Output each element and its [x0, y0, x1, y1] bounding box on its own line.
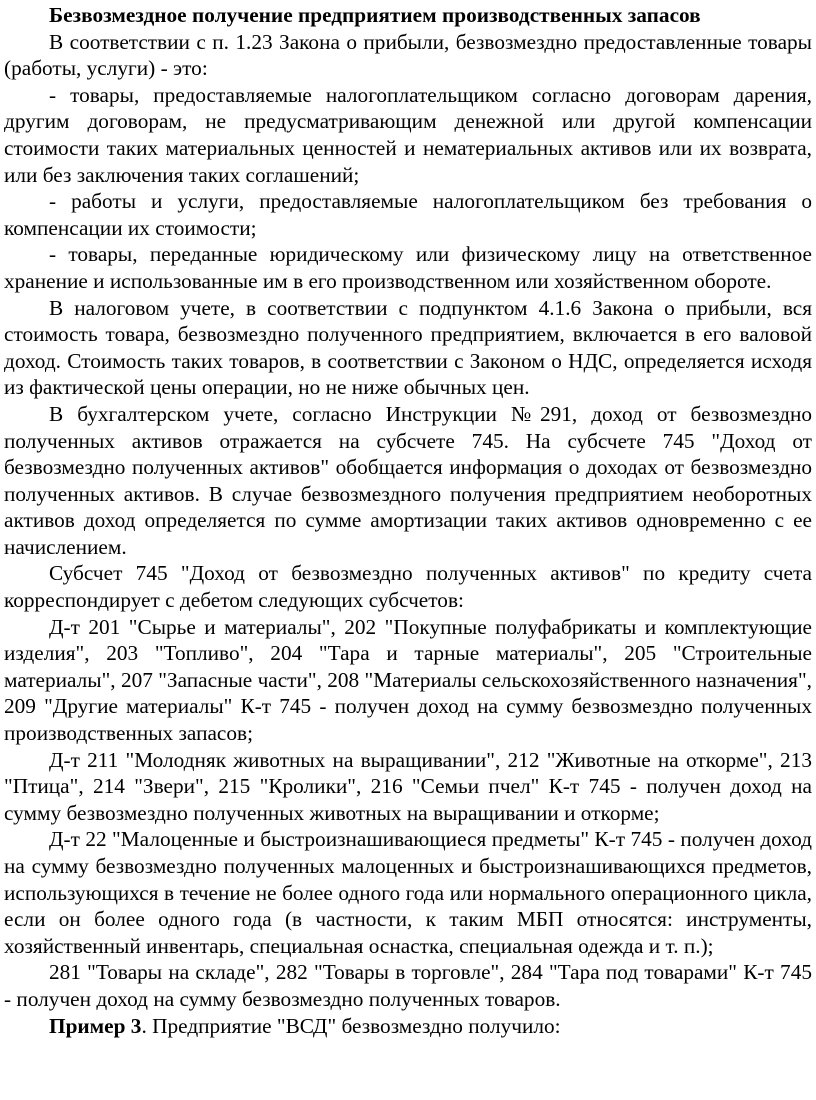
paragraph-entry-goods: 281 "Товары на складе", 282 "Товары в торговле", 284 "Тара под товарами" К-т 745 - получен доход на сумму безвозмездно полученных товаров.	[4, 960, 812, 1011]
paragraph-works-services: - работы и услуги, предоставляемые налогоплательщиком без требования о компенсации их стоимости;	[4, 189, 812, 240]
paragraph-goods-storage: - товары, переданные юридическому или физическому лицу на ответственное хранение и использованные им в его производственном или хозяйственном обороте.	[4, 242, 812, 293]
example-text: . Предприятие "ВСД" безвозмездно получило:	[141, 1013, 561, 1038]
paragraph-entry-animals: Д-т 211 "Молодняк животных на выращивании", 212 "Животные на откорме", 213 "Птица", 214 "Звери", 215 "Кролики", 216 "Семьи пчел" К-т 745 - получен доход на сумму безвозмездно полученных животных на выращивании и откорме;	[4, 747, 812, 825]
paragraph-entry-mbp: Д-т 22 "Малоценные и быстроизнашивающиеся предметы" К-т 745 - получен доход на сумму безвозмездно полученных малоценных и быстроизнашивающихся предметов, использующихся в течение не более одного года или нормального операционного цикла, если он более одного года (в частности, к таким МБП относятся: инструменты, хозяйственный инвентарь, специальная оснастка, специальная одежда и т. п.);	[4, 827, 812, 958]
paragraph-example	[4, 1013, 812, 1040]
paragraph-subaccount-745: Субсчет 745 "Доход от безвозмездно полученных активов" по кредиту счета корреспондирует с дебетом следующих субсчетов:	[4, 561, 812, 613]
paragraph-bookkeeping: В бухгалтерском учете, согласно Инструкции №291, доход от безвозмездно полученных активов отражается на субсчете 745. На субсчете 745 "Доход от безвозмездно полученных активов" обобщается информация о доходах от безвозмездно полученных активов. В случае безвозмездного получения предприятием необоротных активов доход определяется по сумме амортизации таких активов одновременно с ее начислением.	[4, 401, 812, 559]
paragraph-tax-accounting: В налоговом учете, в соответствии с подпунктом 4.1.6 Закона о прибыли, вся стоимость товара, безвозмездно полученного предприятием, включается в его валовой доход. Стоимость таких товаров, в соответствии с Законом о НДС, определяется исходя из фактической цены операции, но не ниже обычных цен.	[4, 295, 812, 400]
example-label: Пример 3	[49, 1013, 142, 1038]
paragraph-goods-donation: - товары, предоставляемые налогоплательщиком согласно договорам дарения, другим договорам, не предусматривающим денежной или другой компенсации стоимости таких материальных ценностей и нематериальных активов или их возврата, или без заключения таких соглашений;	[4, 82, 812, 187]
document-heading: Безвозмездное получение предприятием производственных запасов	[49, 3, 701, 27]
paragraph-definition-intro: В соответствии с п. 1.23 Закона о прибыли, безвозмездно предоставленные товары (работы, услуги) - это:	[4, 29, 812, 81]
paragraph-entry-materials: Д-т 201 "Сырье и материалы", 202 "Покупные полуфабрикаты и комплектующие изделия", 203 "Топливо", 204 "Тара и тарные материалы", 205 "Строительные материалы", 207 "Запасные части", 208 "Материалы сельскохозяйственного назначения", 209 "Другие материалы" К-т 745 - получен доход на сумму безвозмездно полученных производственных запасов;	[4, 614, 812, 746]
